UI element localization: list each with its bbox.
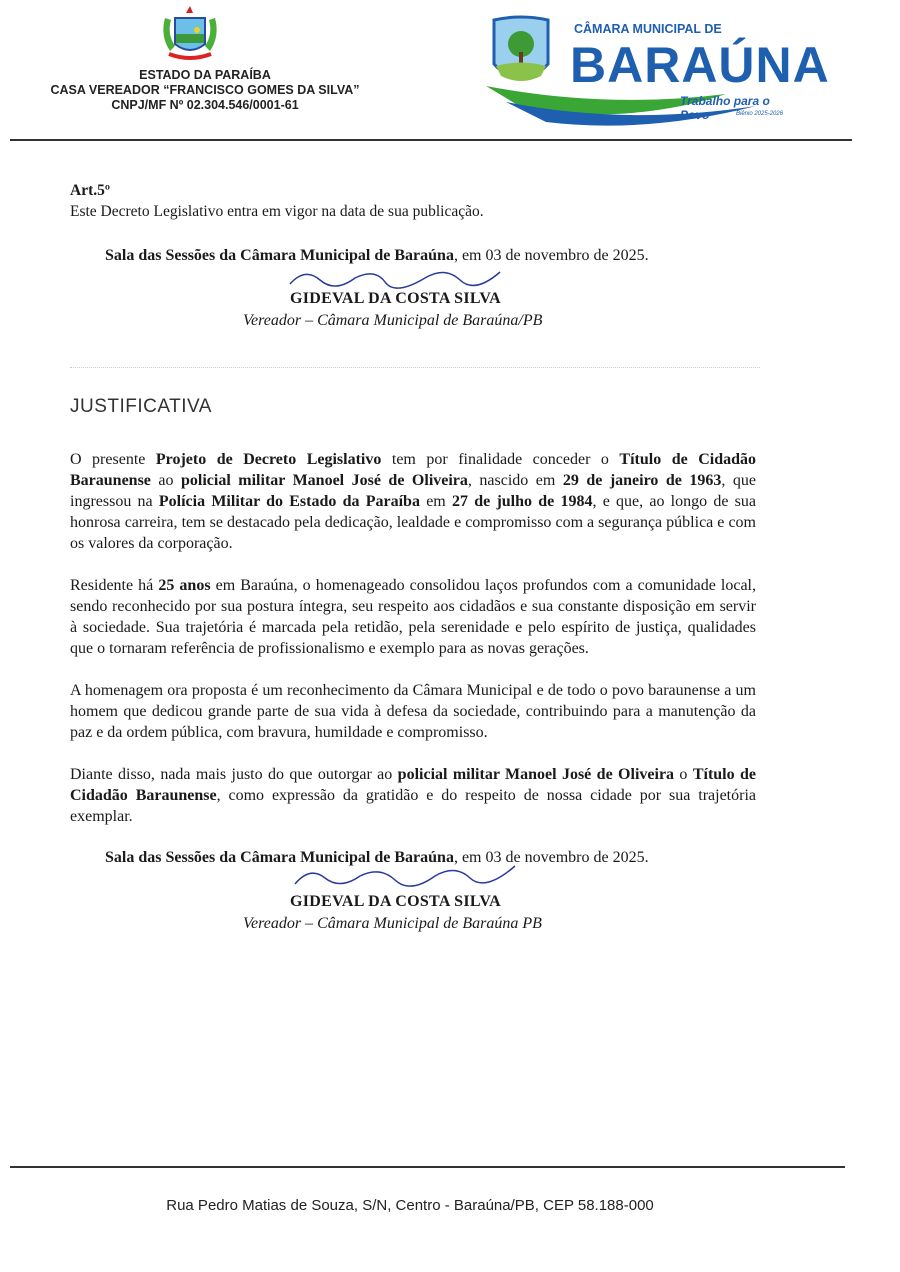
- camara-barauna-logo: [486, 14, 830, 126]
- paragraph-text: A homenagem ora proposta é um reconhecimento da Câmara Municipal e de todo o povo baraunense a um homem que dedicou grande parte de sua vida à defesa da sociedade, contribuindo para a manutenção da paz e da ordem pública, com bravura, humildade e compromisso.: [70, 682, 756, 741]
- signatory-name: GIDEVAL DA COSTA SILVA: [290, 893, 501, 910]
- handwritten-signature-icon: [290, 860, 530, 890]
- emphasized-text: 25 anos: [158, 577, 211, 594]
- article-title: Art.5º: [70, 182, 110, 199]
- paragraph-text: Residente há: [70, 577, 159, 594]
- emphasized-text: Título de Cidadão Baraunense: [70, 451, 756, 489]
- justification-paragraph: [70, 575, 756, 659]
- paragraph-text: , e que, ao longo de sua honrosa carreira, tem se destacado pela dedicação, lealdade e compromisso com a segurança pública e com os valores da corporação.: [70, 493, 757, 552]
- emphasized-text: Projeto de Decreto Legislativo: [155, 451, 382, 468]
- logo-biennium: Biênio 2025-2026: [736, 111, 784, 117]
- paragraph-text: Diante disso, nada mais justo do que outorgar ao: [70, 766, 398, 783]
- house-name: CASA VEREADOR “FRANCISCO GOMES DA SILVA”: [50, 83, 360, 97]
- logo-tagline: Trabalho para o Povo: [680, 94, 770, 122]
- signatory-role: Vereador – Câmara Municipal de Baraúna PB: [243, 915, 542, 932]
- justification-paragraph: [70, 449, 756, 554]
- paragraph-text: tem por finalidade conceder o: [381, 451, 620, 468]
- emphasized-text: Título de Cidadão Baraunense: [70, 766, 757, 804]
- section-divider: [70, 367, 760, 368]
- justification-paragraph: [70, 680, 756, 743]
- emphasized-text: 29 de janeiro de 1963: [562, 472, 722, 489]
- handwritten-signature-icon: [285, 262, 515, 292]
- paragraph-text: o: [674, 766, 693, 783]
- cnpj: CNPJ/MF Nº 02.304.546/0001-61: [111, 98, 299, 112]
- paragraph-text: em Baraúna, o homenageado consolidou laços profundos com a comunidade local, sendo reconhecido por sua postura íntegra, seu respeito aos cidadãos e sua constante disposição em servir à sociedade. Sua trajetória é marcada pela retidão, pela serenidade e pelo espírito de justiça, qualidades que o tornaram referência de profissionalismo e exemplo para as novas gerações.: [70, 577, 757, 657]
- header-institution: [20, 68, 390, 113]
- footer-divider: [10, 1166, 845, 1168]
- justification-body: [70, 449, 756, 938]
- paraiba-coat-of-arms-icon: [155, 6, 225, 64]
- session-place: Sala das Sessões da Câmara Municipal de Baraúna: [105, 849, 454, 866]
- article-5: [70, 180, 484, 222]
- header-divider: [10, 139, 852, 141]
- emphasized-text: 27 de julho de 1984: [451, 493, 593, 510]
- paragraph-text: ao: [150, 472, 181, 489]
- logo-top-text: CÂMARA MUNICIPAL DE: [574, 22, 722, 36]
- paragraph-text: O presente: [70, 451, 156, 468]
- justification-heading: JUSTIFICATIVA: [70, 396, 212, 417]
- justification-paragraph: [70, 764, 756, 827]
- state-name: ESTADO DA PARAÍBA: [139, 68, 271, 82]
- emphasized-text: Polícia Militar do Estado da Paraíba: [158, 493, 420, 510]
- paragraph-text: , como expressão da gratidão e do respeito de nossa cidade por sua trajetória exemplar.: [70, 787, 756, 825]
- signature-block: [70, 848, 756, 938]
- emphasized-text: policial militar Manoel José de Oliveira: [181, 472, 468, 489]
- session-date: , em 03 de novembro de 2025.: [453, 849, 649, 866]
- session-date: , em 03 de novembro de 2025.: [453, 247, 649, 264]
- session-place: Sala das Sessões da Câmara Municipal de Baraúna: [105, 247, 454, 264]
- article-text: Este Decreto Legislativo entra em vigor na data de sua publicação.: [70, 203, 484, 220]
- paragraph-text: em: [419, 493, 452, 510]
- paragraph-text: , que ingressou na: [70, 472, 756, 510]
- emphasized-text: policial militar Manoel José de Oliveira: [397, 766, 675, 783]
- signatory-name: GIDEVAL DA COSTA SILVA: [290, 290, 501, 307]
- logo-name: BARAÚNA: [570, 37, 830, 93]
- signatory-role: Vereador – Câmara Municipal de Baraúna/PB: [243, 312, 543, 329]
- paragraph-text: , nascido em: [467, 472, 563, 489]
- footer-address: Rua Pedro Matias de Souza, S/N, Centro - Baraúna/PB, CEP 58.188-000: [166, 1197, 654, 1214]
